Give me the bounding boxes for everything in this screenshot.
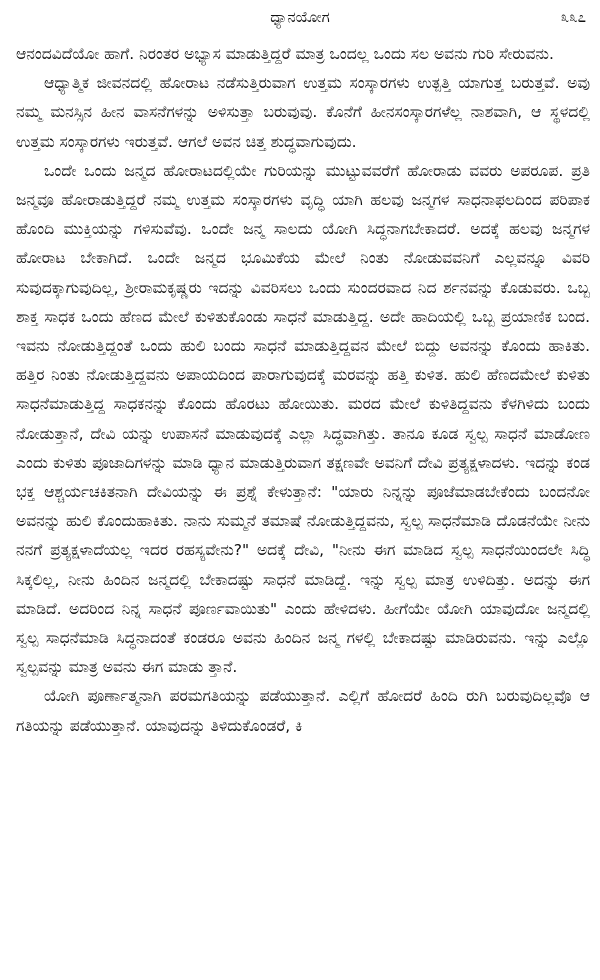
page-number: ೩೩೭ xyxy=(560,8,586,26)
running-title: ಧ್ಯಾನಯೋಗ xyxy=(270,8,330,26)
body-text xyxy=(16,40,590,741)
paragraph: ಆಧ್ಯಾತ್ಮಿಕ ಜೀವನದಲ್ಲಿ ಹೋರಾಟ ನಡೆಸುತ್ತಿರುವಾಗ ಉತ್ತಮ ಸಂಸ್ಕಾರಗಳು ಉತ್ಪತ್ತಿ ಯಾಗುತ್ತ ಬರುತ್ತವೆ. ಅವು ನಮ್ಮ ಮನಸ್ಸಿನ ಹೀನ ವಾಸನೆಗಳನ್ನು ಅಳಿಸುತ್ತಾ ಬರುವುವು. ಕೊನೆಗೆ ಹೀನಸಂಸ್ಕಾರಗಳೆಲ್ಲ ನಾಶವಾಗಿ, ಆ ಸ್ಥಳದಲ್ಲಿ ಉತ್ತಮ ಸಂಸ್ಕಾರಗಳು ಇರುತ್ತವೆ. ಆಗಲೆ ಅವನ ಚಿತ್ತ ಶುದ್ಧವಾಗುವುದು. xyxy=(16,74,590,151)
paragraph: ಆನಂದವಿದೆಯೋ ಹಾಗೆ. ನಿರಂತರ ಅಭ್ಯಾಸ ಮಾಡುತ್ತಿದ್ದರೆ ಮಾತ್ರ ಒಂದಲ್ಲ ಒಂದು ಸಲ ಅವನು ಗುರಿ ಸೇರುವನು. xyxy=(16,45,554,63)
paragraph: ಯೋಗಿ ಪೂರ್ಣಾತ್ಮನಾಗಿ ಪರಮಗತಿಯನ್ನು ಪಡೆಯುತ್ತಾನೆ. ಎಲ್ಲಿಗೆ ಹೋದರೆ ಹಿಂದಿ ರುಗಿ ಬರುವುದಿಲ್ಲವೊ ಆ ಗತಿಯನ್ನು ಪಡೆಯುತ್ತಾನೆ. ಯಾವುದನ್ನು ತಿಳಿದುಕೊಂಡರೆ, ಕಿ xyxy=(16,687,590,735)
paragraph: ಒಂದೇ ಒಂದು ಜನ್ಮದ ಹೋರಾಟದಲ್ಲಿಯೇ ಗುರಿಯನ್ನು ಮುಟ್ಟುವವರೆಗೆ ಹೋರಾಡು ವವರು ಅಪರೂಪ. ಪ್ರತಿ ಜನ್ಮವೂ ಹೋರಾಡುತ್ತಿದ್ದರೆ ನಮ್ಮ ಉತ್ತಮ ಸಂಸ್ಕಾರಗಳು ವೃದ್ಧಿ ಯಾಗಿ ಹಲವು ಜನ್ಮಗಳ ಸಾಧನಾಫಲದಿಂದ ಪರಿಪಾಕ ಹೊಂದಿ ಮುಕ್ತಿಯನ್ನು ಗಳಿಸುವೆವು. ಒಂದೇ ಜನ್ಮ ಸಾಲದು ಯೋಗಿ ಸಿದ್ಧನಾಗಬೇಕಾದರೆ. ಅದಕ್ಕೆ ಹಲವು ಜನ್ಮಗಳ ಹೋರಾಟ ಬೇಕಾಗಿದೆ. ಒಂದೇ ಜನ್ಮದ ಭೂಮಿಕೆಯ ಮೇಲೆ ನಿಂತು ನೋಡುವವನಿಗೆ ಎಲ್ಲವನ್ನೂ ವಿವರಿ ಸುವುದಕ್ಕಾಗುವುದಿಲ್ಲ, ಶ್ರೀರಾಮಕೃಷ್ಣರು ಇದನ್ನು ವಿವರಿಸಲು ಒಂದು ಸುಂದರವಾದ ನಿದ ರ್ಶನವನ್ನು ಕೊಡುವರು. ಒಬ್ಬ ಶಾಕ್ತ ಸಾಧಕ ಒಂದು ಹೆಣದ ಮೇಲೆ ಕುಳಿತುಕೊಂಡು ಸಾಧನೆ ಮಾಡುತ್ತಿದ್ದ. ಅದೇ ಹಾದಿಯಲ್ಲಿ ಒಬ್ಬ ಪ್ರಯಾಣಿಕ ಬಂದ. ಇವನು ನೋಡುತ್ತಿದ್ದಂತೆ ಒಂದು ಹುಲಿ ಬಂದು ಸಾಧನೆ ಮಾಡುತ್ತಿದ್ದವನ ಮೇಲೆ ಬಿದ್ದು ಅವನನ್ನು ಕೊಂದು ಹಾಕಿತು. ಹತ್ತಿರ ನಿಂತು ನೋಡುತ್ತಿದ್ದವನು ಅಪಾಯದಿಂದ ಪಾರಾಗುವುದಕ್ಕೆ ಮರವನ್ನು ಹತ್ತಿ ಕುಳಿತ. ಹುಲಿ ಹೆಣದಮೇಲೆ ಕುಳಿತು ಸಾಧನೆಮಾಡುತ್ತಿದ್ದ ಸಾಧಕನನ್ನು ಕೊಂದು ಹೊರಟು ಹೋಯಿತು. ಮರದ ಮೇಲೆ ಕುಳಿತಿದ್ದವನು ಕೆಳಗಿಳಿದು ಬಂದು ನೋಡುತ್ತಾನೆ, ದೇವಿ ಯನ್ನು ಉಪಾಸನೆ ಮಾಡುವುದಕ್ಕೆ ಎಲ್ಲಾ ಸಿದ್ಧವಾಗಿತ್ತು. ತಾನೂ ಕೂಡ ಸ್ವಲ್ಪ ಸಾಧನೆ ಮಾಡೋಣ ಎಂದು ಕುಳಿತು ಪೂಜಾದಿಗಳನ್ನು ಮಾಡಿ ಧ್ಯಾನ ಮಾಡುತ್ತಿರುವಾಗ ತಕ್ಷಣವೇ ಅವನಿಗೆ ದೇವಿ ಪ್ರತ್ಯಕ್ಷಳಾದಳು. ಇದನ್ನು ಕಂಡ ಭಕ್ತ ಆಶ್ಚರ್ಯಚಕಿತನಾಗಿ ದೇವಿಯನ್ನು ಈ ಪ್ರಶ್ನೆ ಕೇಳುತ್ತಾನೆ: "ಯಾರು ನಿನ್ನನ್ನು ಪೂಜೆಮಾಡಬೇಕೆಂದು ಬಂದನೋ ಅವನನ್ನು ಹುಲಿ ಕೊಂದುಹಾಕಿತು. ನಾನು ಸುಮ್ಮನೆ ತಮಾಷೆ ನೋಡುತ್ತಿದ್ದವನು, ಸ್ವಲ್ಪ ಸಾಧನೆಮಾಡಿ ದೊಡನೆಯೇ ನೀನು ನನಗೆ ಪ್ರತ್ಯಕ್ಷಳಾದೆಯಲ್ಲ ಇದರ ರಹಸ್ಯವೇನು?" ಅದಕ್ಕೆ ದೇವಿ, "ನೀನು ಈಗ ಮಾಡಿದ ಸ್ವಲ್ಪ ಸಾಧನೆಯಿಂದಲೇ ಸಿದ್ಧಿ ಸಿಕ್ಕಲಿಲ್ಲ, ನೀನು ಹಿಂದಿನ ಜನ್ಮದಲ್ಲಿ ಬೇಕಾದಷ್ಟು ಸಾಧನೆ ಮಾಡಿದ್ದೆ. ಇನ್ನು ಸ್ವಲ್ಪ ಮಾತ್ರ ಉಳಿದಿತ್ತು. ಅದನ್ನು ಈಗ ಮಾಡಿದೆ. ಅದರಿಂದ ನಿನ್ನ ಸಾಧನೆ ಪೂರ್ಣವಾಯಿತು" ಎಂದು ಹೇಳಿದಳು. ಹೀಗೆಯೇ ಯೋಗಿ ಯಾವುದೋ ಜನ್ಮದಲ್ಲಿ ಸ್ವಲ್ಪ ಸಾಧನೆಮಾಡಿ ಸಿದ್ಧನಾದಂತೆ ಕಂಡರೂ ಅವನು ಹಿಂದಿನ ಜನ್ಮ ಗಳಲ್ಲಿ ಬೇಕಾದಷ್ಟು ಮಾಡಿರುವನು. ಇನ್ನು ಎಲ್ಲೊ ಸ್ವಲ್ಪವನ್ನು ಮಾತ್ರ ಅವನು ಈಗ ಮಾಡು ತ್ತಾನೆ. xyxy=(16,161,590,677)
page-header xyxy=(0,6,600,28)
